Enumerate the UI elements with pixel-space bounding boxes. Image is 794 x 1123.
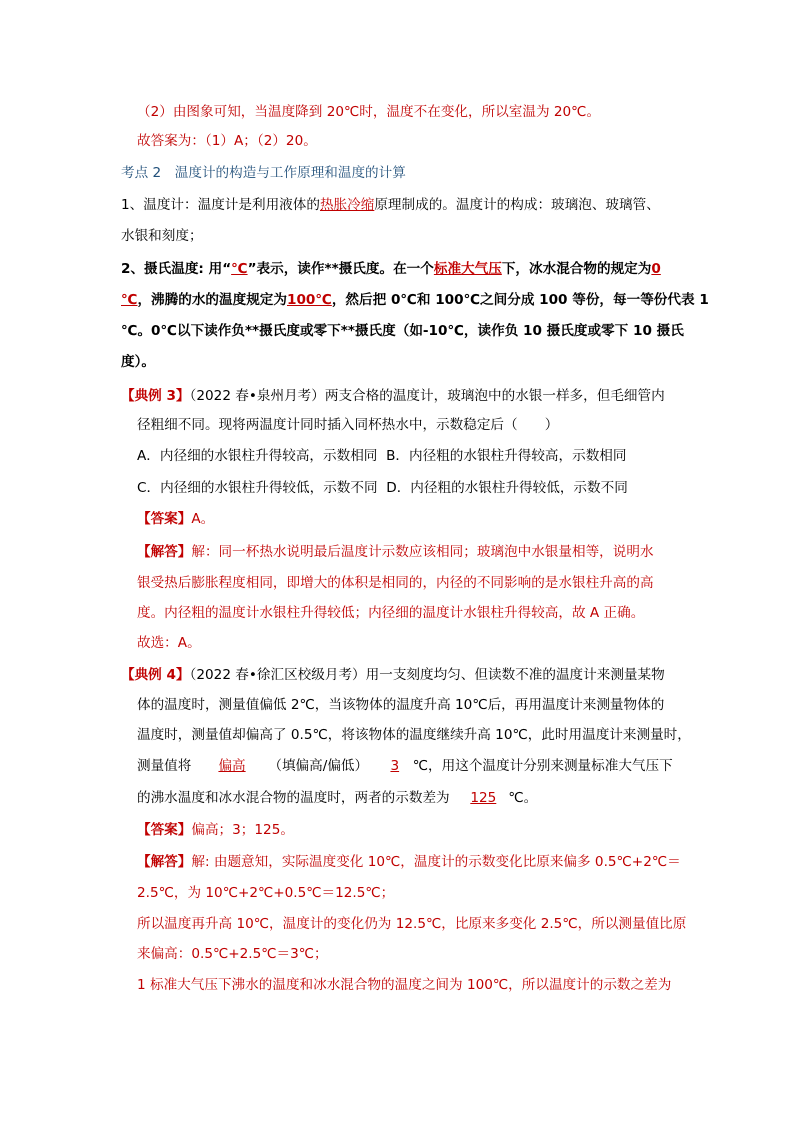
example4-question-line-5 bbox=[137, 788, 537, 808]
example3-solution-line-2: 银受热后膨胀程度相同，即增大的体积是相同的，内径的不同影响的是水银柱升高的高 bbox=[137, 575, 654, 591]
answer-value: A。 bbox=[191, 511, 215, 527]
answer-tag: 【答案】 bbox=[137, 511, 192, 527]
example4-solution-line-3: 所以温度再升高 10℃，温度计的变化仍为 12.5℃，比原来多变化 2.5℃，所以测量值比原 bbox=[137, 916, 687, 932]
text: ，然后把 0℃和 100℃之间分成 100 等份，每一等份代表 1 bbox=[331, 292, 709, 308]
celsius-definition-line-1 bbox=[121, 259, 661, 279]
example4-question-line-2: 体的温度时，测量值偏低 2℃，当该物体的温度升高 10℃后，再用温度计来测量物体的 bbox=[137, 697, 665, 713]
text: ℃，用这个温度计分别来测量标准大气压下 bbox=[412, 758, 673, 774]
example3-options-row-2 bbox=[137, 478, 628, 498]
example4-solution-line-1 bbox=[137, 852, 681, 872]
text: 解：同一杯热水说明最后温度计示数应该相同；玻璃泡中水银量相等，说明水 bbox=[191, 544, 654, 560]
section-heading: 考点 2 温度计的构造与工作原理和温度的计算 bbox=[121, 165, 406, 181]
solution-tag: 【解答】 bbox=[137, 544, 192, 560]
key-term-hundred-degree: 100℃ bbox=[287, 292, 332, 308]
answer-value: 偏高；3；125。 bbox=[191, 822, 294, 838]
example3-solution-line-1 bbox=[137, 542, 654, 562]
text: ，沸腾的水的温度规定为 bbox=[137, 292, 287, 308]
blank-3-answer: 125 bbox=[470, 790, 497, 806]
key-term-zero-degree-b: ℃ bbox=[121, 292, 138, 308]
blank-1-answer: 偏高 bbox=[218, 758, 246, 774]
key-term-standard-pressure: 标准大气压 bbox=[433, 261, 502, 277]
example4-solution-line-4: 来偏高：0.5℃+2.5℃＝3℃； bbox=[137, 946, 328, 962]
key-term-celsius-symbol: ℃ bbox=[231, 261, 248, 277]
blank-2-answer: 3 bbox=[390, 758, 400, 774]
key-term-thermal-expansion: 热胀冷缩 bbox=[319, 197, 375, 213]
example4-question-line-1 bbox=[121, 665, 665, 685]
solution-tag: 【解答】 bbox=[137, 854, 192, 870]
text: （2022 春•徐汇区校级月考）用一支刻度均匀、但读数不准的温度计来测量某物 bbox=[189, 667, 665, 683]
example3-option-c: C．内径细的水银柱升得较低，示数不同 bbox=[137, 480, 378, 496]
example3-answer bbox=[137, 509, 214, 529]
example3-option-a: A．内径细的水银柱升得较高，示数相同 bbox=[137, 448, 378, 464]
example3-question-line-1 bbox=[121, 386, 665, 406]
thermometer-definition-line-2: 水银和刻度； bbox=[121, 228, 203, 244]
text: （填偏高/偏低） bbox=[268, 758, 369, 774]
example3-option-d: D．内径粗的水银柱升得较低，示数不同 bbox=[386, 480, 628, 496]
final-answer-label: 故答案为： bbox=[137, 133, 205, 149]
text: ℃。 bbox=[508, 790, 538, 806]
example4-tag: 【典例 4】 bbox=[121, 667, 190, 683]
example4-question-line-3: 温度时，测量值却偏高了 0.5℃，将该物体的温度继续升高 10℃，此时用温度计来测量时， bbox=[137, 727, 691, 743]
celsius-definition-line-2 bbox=[121, 290, 709, 310]
example4-solution-line-5: 1 标准大气压下沸水的温度和冰水混合物的温度之间为 100℃，所以温度计的示数之差为 bbox=[137, 977, 672, 993]
example4-solution-line-2: 2.5℃，为 10℃+2℃+0.5℃＝12.5℃； bbox=[137, 885, 395, 901]
example4-question-line-4 bbox=[137, 756, 673, 776]
text: （2022 春•泉州月考）两支合格的温度计，玻璃泡中的水银一样多，但毛细管内 bbox=[189, 388, 665, 404]
solution-line-2: （2）由图象可知，当温度降到 20℃时，温度不在变化，所以室温为 20℃。 bbox=[137, 104, 601, 120]
key-term-zero-degree-a: 0 bbox=[651, 261, 661, 277]
example3-choice: 故选：A。 bbox=[137, 635, 201, 651]
example3-question-line-2: 径粗细不同。现将两温度计同时插入同杯热水中，示数稳定后（ ） bbox=[137, 417, 559, 433]
example4-answer bbox=[137, 820, 294, 840]
text: 的沸水温度和冰水混合物的温度时，两者的示数差为 bbox=[137, 790, 450, 806]
text: 测量值将 bbox=[137, 758, 192, 774]
text: 2、摄氏温度: 用“ bbox=[121, 261, 232, 277]
celsius-definition-line-3: ℃。0℃以下读作负**摄氏度或零下**摄氏度（如-10℃，读作负 10 摄氏度或零下 10 摄氏 bbox=[121, 323, 684, 339]
example3-options-row-1 bbox=[137, 446, 626, 466]
celsius-definition-line-4: 度）。 bbox=[121, 354, 155, 370]
text: ”表示，读作**摄氏度。在一个 bbox=[247, 261, 434, 277]
example3-tag: 【典例 3】 bbox=[121, 388, 190, 404]
example3-solution-line-3: 度。内径粗的温度计水银柱升得较低；内径细的温度计水银柱升得较高，故 A 正确。 bbox=[137, 605, 645, 621]
example3-option-b: B．内径粗的水银柱升得较高，示数相同 bbox=[386, 448, 627, 464]
text: 解: 由题意知，实际温度变化 10℃，温度计的示数变化比原来偏多 0.5℃+2℃＝ bbox=[191, 854, 681, 870]
final-answer-line bbox=[137, 131, 317, 151]
text: 原理制成的。温度计的构成：玻璃泡、玻璃管、 bbox=[374, 197, 660, 213]
final-answer-value: （1）A；（2）20。 bbox=[204, 133, 317, 149]
text: 1、温度计：温度计是利用液体的 bbox=[121, 197, 320, 213]
thermometer-definition-line-1 bbox=[121, 195, 660, 215]
text: 下，冰水混合物的规定为 bbox=[501, 261, 652, 277]
answer-tag: 【答案】 bbox=[137, 822, 192, 838]
